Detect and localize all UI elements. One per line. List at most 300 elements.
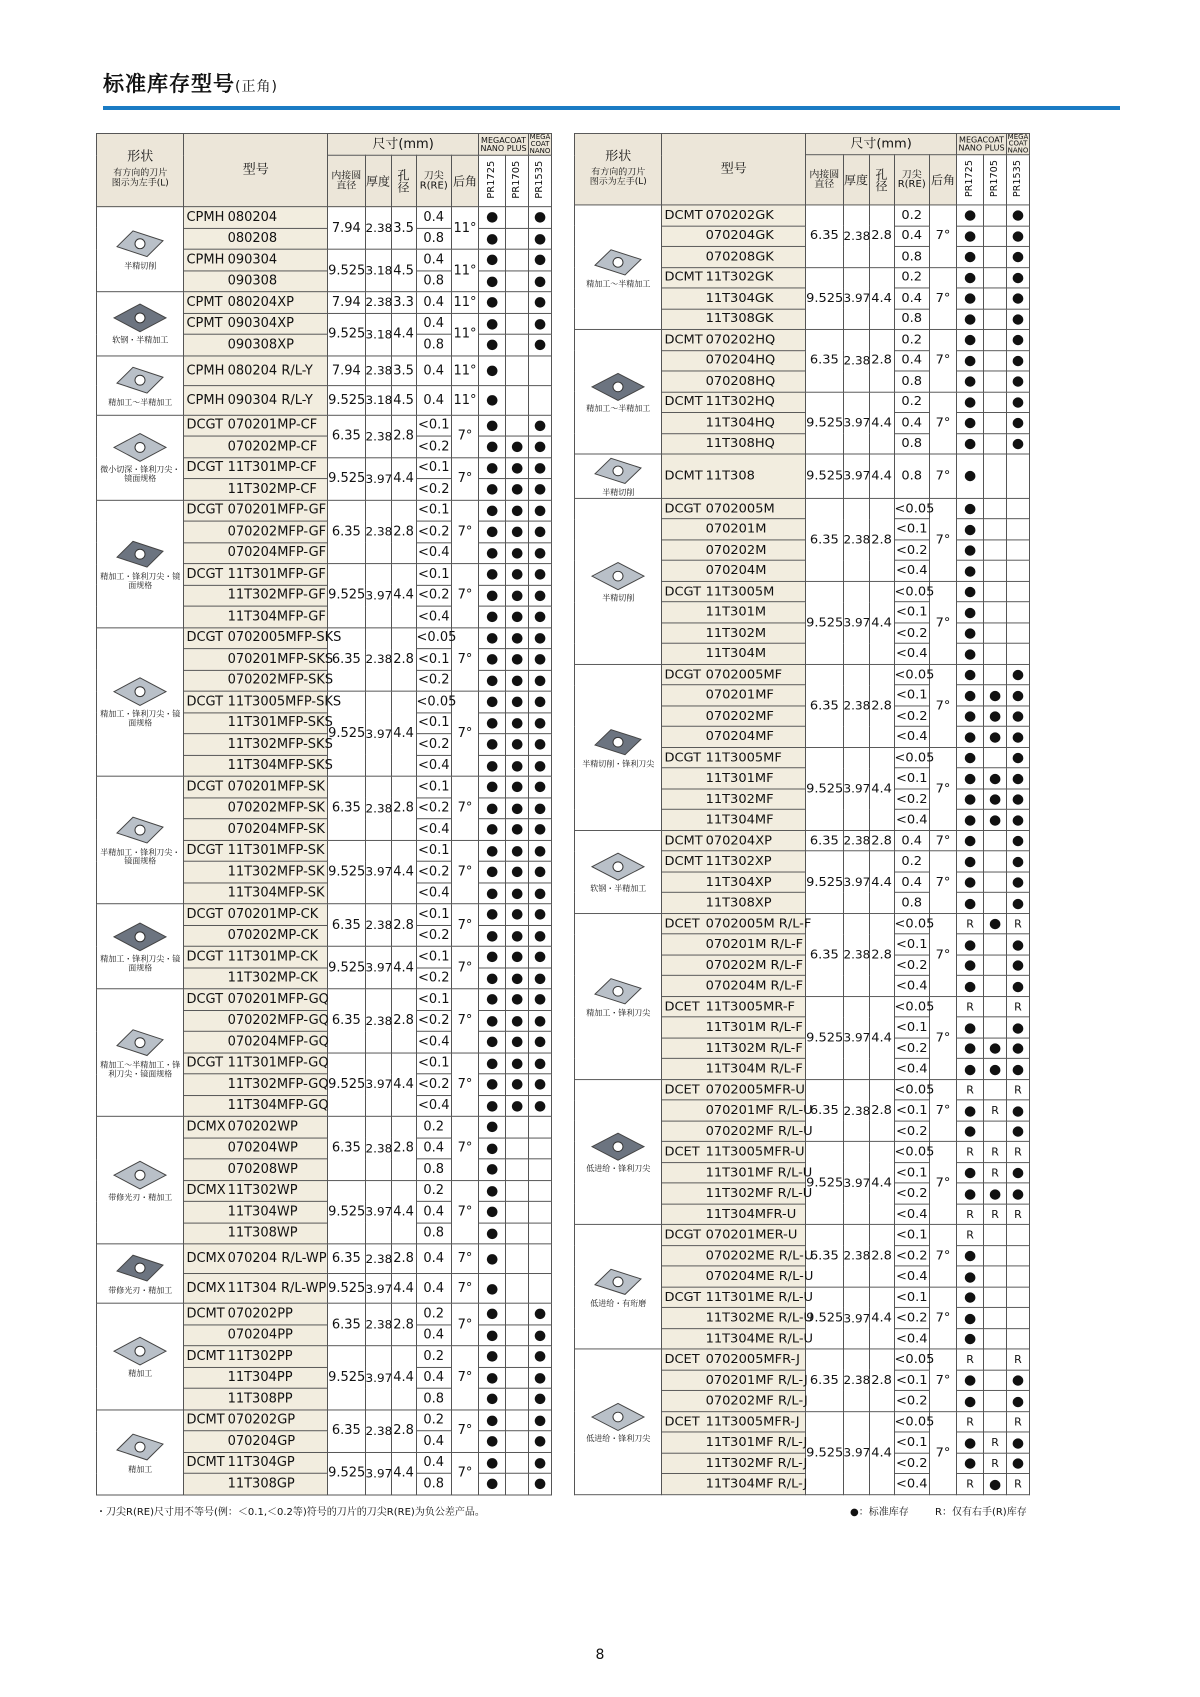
model-suffix: 090304 R/L-Y [226,385,328,415]
grade-1-mark: ● [957,644,984,665]
grade-2-mark: ● [506,564,529,585]
model-prefix [184,436,226,457]
grade-3-mark: ● [1007,934,1030,955]
grade-3-mark [1007,519,1030,540]
grade-1-mark: ● [957,540,984,561]
model-suffix: 070202GK [704,205,806,226]
model-suffix: 11T301MP-CK [226,946,328,967]
model-prefix [184,542,226,563]
dim-angle: 7° [451,776,478,840]
shape-label: 精加工 [128,1464,153,1474]
dim-hole: 2.8 [869,1349,894,1411]
grade-2-mark: ● [506,946,529,967]
grade-2-mark [506,1431,529,1452]
dim-re: <0.2 [894,623,929,644]
insert-icon [111,1251,169,1285]
grade-3-mark: ● [1007,872,1030,893]
dim-re: 0.2 [416,1116,451,1137]
grade-1-mark: ● [479,691,506,712]
grade-1-mark: ● [479,1223,506,1244]
grade-1-mark: ● [479,1388,506,1409]
model-prefix: DCGT [184,776,226,797]
grade-1-mark: R [957,1411,984,1432]
dim-re: 0.8 [894,246,929,267]
model-suffix: 090304 [226,249,328,270]
model-suffix: 11T304MFP-SKS [226,755,328,776]
grade-1-mark: ● [479,1159,506,1180]
dim-re: 0.4 [416,1274,451,1304]
grade-3-mark: ● [529,292,552,313]
dim-thickness: 3.97 [365,1053,391,1117]
grade-3-mark: R [1007,1474,1030,1495]
model-prefix [662,412,704,433]
grade-2-mark: ● [506,989,529,1010]
shape-cell [97,1116,184,1244]
dim-re: 0.8 [894,433,929,454]
grade-1-mark: ● [957,581,984,602]
footnote: ・刀尖R(RE)尺寸用不等号(例：＜0.1,＜0.2等)符号的刀片的刀尖R(RE)为负公差产品。 [96,1507,485,1518]
grade-1-mark: ● [957,623,984,644]
grade-2-mark [984,996,1007,1017]
grade-3-mark: ● [1007,267,1030,288]
grade-3-mark: R [1007,1079,1030,1100]
dim-re: 0.4 [894,350,929,371]
grade-3-mark: R [1007,1411,1030,1432]
grade-1-mark: ● [479,521,506,542]
grade-3-mark: R [1007,996,1030,1017]
grade-2-mark [984,1121,1007,1142]
model-suffix: 11T301MF [704,768,806,789]
col-hole: 孔径 [869,155,894,205]
dim-re: <0.4 [894,1328,929,1349]
col-dims: 尺寸(mm) [806,133,957,154]
grade-1-mark: ● [957,1453,984,1474]
grade-2-mark [506,207,529,228]
grade-1-mark: R [957,1474,984,1495]
grade-2-mark: ● [506,670,529,691]
col-grade-3-label: PR1535 [534,160,545,199]
model-prefix [662,727,704,748]
model-suffix: 11T308GK [704,309,806,330]
dim-hole: 2.8 [391,500,416,564]
model-prefix [662,810,704,831]
grade-2-mark: ● [506,627,529,648]
model-prefix [184,1324,226,1345]
dim-angle: 7° [929,498,956,581]
dim-re: <0.05 [894,747,929,768]
model-suffix: 11T301MF R/L-J [704,1432,806,1453]
dim-re: <0.2 [416,1010,451,1031]
dim-angle: 7° [451,989,478,1053]
grade-1-mark: ● [479,1346,506,1367]
model-suffix: 11T302MF R/L-U [704,1183,806,1204]
dim-re: 0.8 [416,1473,451,1494]
right-catalog-table [574,133,1030,1495]
model-suffix: 070202MF R/L-U [704,1121,806,1142]
grade-3-mark [1007,644,1030,665]
model-suffix: 070202GP [226,1409,328,1430]
col-grade-3-label: PR1535 [1012,159,1023,197]
shape-cell [97,1244,184,1303]
dim-re: 0.4 [416,355,451,385]
insert-icon [589,246,647,279]
table-row [575,454,1030,498]
dim-hole: 4.4 [391,457,416,500]
dim-angle: 7° [451,457,478,500]
dim-re: <0.1 [416,564,451,585]
dim-ic: 6.35 [806,329,843,391]
grade-3-mark: ● [529,1095,552,1116]
grade-1-mark: ● [479,436,506,457]
dim-re: <0.1 [416,415,451,436]
table-row [575,1349,1030,1370]
dim-ic: 6.35 [806,498,843,581]
model-suffix: 070201MFP-GF [226,500,328,521]
dim-re: 0.2 [894,392,929,413]
dim-thickness: 2.38 [365,1244,391,1274]
model-prefix [184,712,226,733]
grade-2-mark [506,270,529,291]
grade-3-mark [529,1201,552,1222]
grade-3-mark: ● [1007,329,1030,350]
model-suffix: 0702005MF [704,664,806,685]
model-suffix: 070204GP [226,1431,328,1452]
dim-re: <0.2 [894,1245,929,1266]
model-prefix [662,976,704,997]
model-prefix [662,226,704,247]
dim-ic: 9.525 [328,385,365,415]
dim-angle: 11° [451,385,478,415]
grade-1-mark: ● [957,706,984,727]
model-suffix: 11T304MFP-SK [226,882,328,903]
model-suffix: 070201M R/L-F [704,934,806,955]
model-prefix: DCET [662,1411,704,1432]
table-row [97,1409,552,1430]
dim-ic: 9.525 [806,996,843,1079]
dim-hole: 4.5 [391,249,416,292]
model-suffix: 070204 R/L-WP [226,1244,328,1274]
dim-ic: 9.525 [328,1346,365,1410]
shape-label: 精加工・锋利刀尖・镜面规格 [100,571,181,590]
col-model: 型号 [662,133,806,204]
shape-note [575,169,661,188]
model-suffix: 11T302ME R/L-U [704,1308,806,1329]
shape-cell [97,904,184,989]
model-prefix [662,1017,704,1038]
dim-re: <0.4 [416,1095,451,1116]
model-prefix [662,934,704,955]
grade-2-mark [984,560,1007,581]
grade-1-mark: ● [479,840,506,861]
grade-2-mark [506,1244,529,1274]
model-suffix: 0702005M R/L-F [704,913,806,934]
model-prefix: DCMX [184,1274,226,1304]
dim-angle: 7° [929,830,956,851]
dim-ic: 6.35 [806,830,843,851]
dim-ic: 9.525 [806,454,843,498]
model-suffix: 070202MFP-SK [226,797,328,818]
grade-1-mark: ● [479,542,506,563]
grade-2-mark: ● [506,882,529,903]
dim-thickness: 3.97 [843,851,869,913]
grade-1-mark: ● [479,1244,506,1274]
grade-1-mark: ● [957,664,984,685]
grade-1-mark: ● [479,1409,506,1430]
model-suffix: 11T302MFP-SK [226,861,328,882]
grade-1-mark: ● [479,1138,506,1159]
model-suffix: 070204ME R/L-U [704,1266,806,1287]
model-prefix: DCGT [184,457,226,478]
model-suffix: 11T301ME R/L-U [704,1287,806,1308]
grade-3-mark: ● [1007,810,1030,831]
model-suffix: 070204MFP-SK [226,819,328,840]
grade-3-mark: ● [1007,226,1030,247]
grade-3-mark [529,1180,552,1201]
dim-re: 0.8 [416,1223,451,1244]
dim-ic: 6.35 [328,776,365,840]
grade-2-mark: ● [984,685,1007,706]
grade-3-mark: ● [529,797,552,818]
table-row [97,500,552,521]
title-main: 标准库存型号 [103,72,235,96]
shape-label: 精加工～半精加工 [586,279,651,289]
grade-2-mark: ● [506,479,529,500]
model-suffix: 070204GK [704,226,806,247]
dim-re: <0.4 [416,1031,451,1052]
grade-2-mark [984,226,1007,247]
dim-thickness: 3.97 [843,1287,869,1349]
dim-ic: 9.525 [328,1274,365,1304]
grade-2-mark [984,454,1007,498]
shape-cell [575,830,662,913]
grade-1-mark: ● [479,968,506,989]
grade-1-mark: ● [957,1121,984,1142]
grade-3-mark: ● [529,521,552,542]
grade-3-mark: ● [1007,433,1030,454]
title-rule [103,106,1120,110]
model-prefix: DCMT [662,392,704,413]
model-prefix: DCGT [662,747,704,768]
grade-1-mark: ● [957,1287,984,1308]
model-suffix: 11T308HQ [704,433,806,454]
model-prefix [662,433,704,454]
dim-hole: 2.8 [869,913,894,996]
dim-re: <0.1 [416,946,451,967]
dim-ic: 9.525 [328,457,365,500]
col-hole: 孔径 [391,155,416,206]
dim-hole: 2.8 [391,1244,416,1274]
grade-1-mark: ● [957,1017,984,1038]
dim-hole: 4.4 [869,747,894,830]
dim-re: <0.05 [894,1411,929,1432]
dim-angle: 7° [929,454,956,498]
shape-cell [97,355,184,414]
dim-angle: 11° [451,207,478,250]
grade-2-mark: ● [506,1074,529,1095]
dim-re: 0.4 [416,249,451,270]
shape-cell [575,1349,662,1494]
grade-3-mark: ● [529,691,552,712]
model-suffix: 070202PP [226,1303,328,1324]
model-prefix: CPMH [184,355,226,385]
grade-2-mark: R [984,1162,1007,1183]
dim-thickness: 2.38 [843,830,869,851]
model-prefix [184,968,226,989]
model-prefix [184,925,226,946]
grade-1-mark: ● [479,649,506,670]
grade-2-mark: ● [506,755,529,776]
grade-2-mark [984,602,1007,623]
grade-1-mark: ● [479,415,506,436]
grade-1-mark: R [957,913,984,934]
model-prefix: DCGT [184,840,226,861]
grade-2-mark: ● [506,904,529,925]
shape-cell [97,1409,184,1494]
dim-angle: 7° [451,415,478,458]
grade-3-mark: ● [529,542,552,563]
model-suffix: 11T3005MF [704,747,806,768]
model-suffix: 070204M [704,560,806,581]
grade-3-mark [1007,454,1030,498]
insert-icon [589,560,647,593]
model-prefix [662,1474,704,1495]
dim-hole: 4.4 [391,313,416,356]
model-suffix: 11T3005M [704,581,806,602]
dim-ic: 6.35 [806,1079,843,1141]
model-prefix [662,955,704,976]
dim-re: 0.4 [894,226,929,247]
grade-1-mark: ● [479,734,506,755]
model-suffix: 070204XP [704,830,806,851]
model-suffix: 0702005MFR-J [704,1349,806,1370]
model-prefix: CPMH [184,249,226,270]
grade-2-mark: ● [984,789,1007,810]
grade-2-mark [984,747,1007,768]
grade-3-mark: ● [529,585,552,606]
model-prefix: DCET [662,996,704,1017]
model-suffix: 11T302MFP-SKS [226,734,328,755]
insert-icon [111,920,169,954]
dim-ic: 6.35 [806,664,843,747]
grade-1-mark: ● [957,768,984,789]
model-suffix: 11T302MFP-GF [226,585,328,606]
grade-3-mark [529,1274,552,1304]
model-suffix: 11T301M R/L-F [704,1017,806,1038]
model-prefix: DCET [662,1142,704,1163]
dim-hole: 3.5 [391,355,416,385]
legend-r: R：仅有右手(R)库存 [935,1507,1027,1518]
grade-3-mark: ● [1007,1059,1030,1080]
grade-2-mark: ● [506,861,529,882]
shape-note-2: 图示为左手(L) [589,177,647,188]
shape-label: 半精切削 [602,488,635,497]
grade-1-mark: ● [479,712,506,733]
model-prefix [662,623,704,644]
grade-2-mark [506,292,529,313]
model-prefix: DCMT [184,1303,226,1324]
dim-re: <0.2 [416,585,451,606]
grade-3-mark: ● [529,1324,552,1345]
model-prefix [184,479,226,500]
dim-re: <0.4 [894,1474,929,1495]
grade-1-mark: ● [479,385,506,415]
dim-re: <0.2 [894,1453,929,1474]
shape-header: 形状 [127,149,154,165]
dim-re: 0.4 [416,1367,451,1388]
dim-hole: 4.4 [869,1142,894,1225]
grade-3-mark: ● [529,882,552,903]
grade-3-mark: ● [529,968,552,989]
dim-angle: 7° [929,1142,956,1225]
grade-3-mark: ● [529,1346,552,1367]
dim-re: <0.2 [416,968,451,989]
dim-hole: 4.4 [391,1346,416,1410]
model-suffix: 070204HQ [704,350,806,371]
title-sub: (正角) [235,79,278,95]
grade-2-mark [984,872,1007,893]
dim-re: 0.2 [894,267,929,288]
model-prefix [184,670,226,691]
grade-3-mark: ● [1007,747,1030,768]
dim-hole: 2.8 [869,830,894,851]
dim-re: <0.4 [894,1059,929,1080]
insert-icon [111,675,169,709]
grade-2-mark [506,415,529,436]
grade-3-mark: ● [529,1031,552,1052]
model-suffix: 070201MER-U [704,1225,806,1246]
model-prefix [662,872,704,893]
grade-2-mark [984,1079,1007,1100]
model-prefix: DCGT [662,1225,704,1246]
table-row [575,664,1030,685]
dim-angle: 7° [929,267,956,329]
shape-header: 形状 [605,149,632,164]
table-row [97,1244,552,1274]
grade-1-mark: ● [957,519,984,540]
dim-angle: 7° [451,627,478,691]
grade-3-mark: ● [529,989,552,1010]
grade-2-mark: ● [506,925,529,946]
model-prefix [662,644,704,665]
shape-cell [97,776,184,904]
grade-1-mark: ● [957,329,984,350]
dim-hole: 2.8 [869,1079,894,1141]
dim-thickness: 2.38 [365,292,391,313]
dim-re: <0.2 [416,797,451,818]
shape-label: 精加工・锋利刀尖・镜面规格 [100,954,181,972]
model-prefix: DCGT [662,498,704,519]
dim-re: <0.1 [416,840,451,861]
model-suffix: 070201MF [704,685,806,706]
col-grade-2-label: PR1705 [511,160,523,199]
grade-2-mark: R [984,1432,1007,1453]
grade-3-mark: ● [529,1409,552,1430]
insert-icon [589,1400,647,1433]
grade-2-mark: ● [506,585,529,606]
dim-ic: 9.525 [328,840,365,904]
dim-thickness: 3.97 [843,1142,869,1225]
grade-3-mark: ● [529,228,552,249]
shape-note [97,170,183,190]
dim-angle: 7° [451,946,478,989]
shape-cell [97,989,184,1117]
dim-thickness: 2.38 [365,207,391,250]
grade-2-mark [984,893,1007,914]
dim-hole: 2.8 [391,1303,416,1346]
dim-hole: 2.8 [869,664,894,747]
grade-3-mark: ● [1007,727,1030,748]
model-suffix: 090308 [226,270,328,291]
